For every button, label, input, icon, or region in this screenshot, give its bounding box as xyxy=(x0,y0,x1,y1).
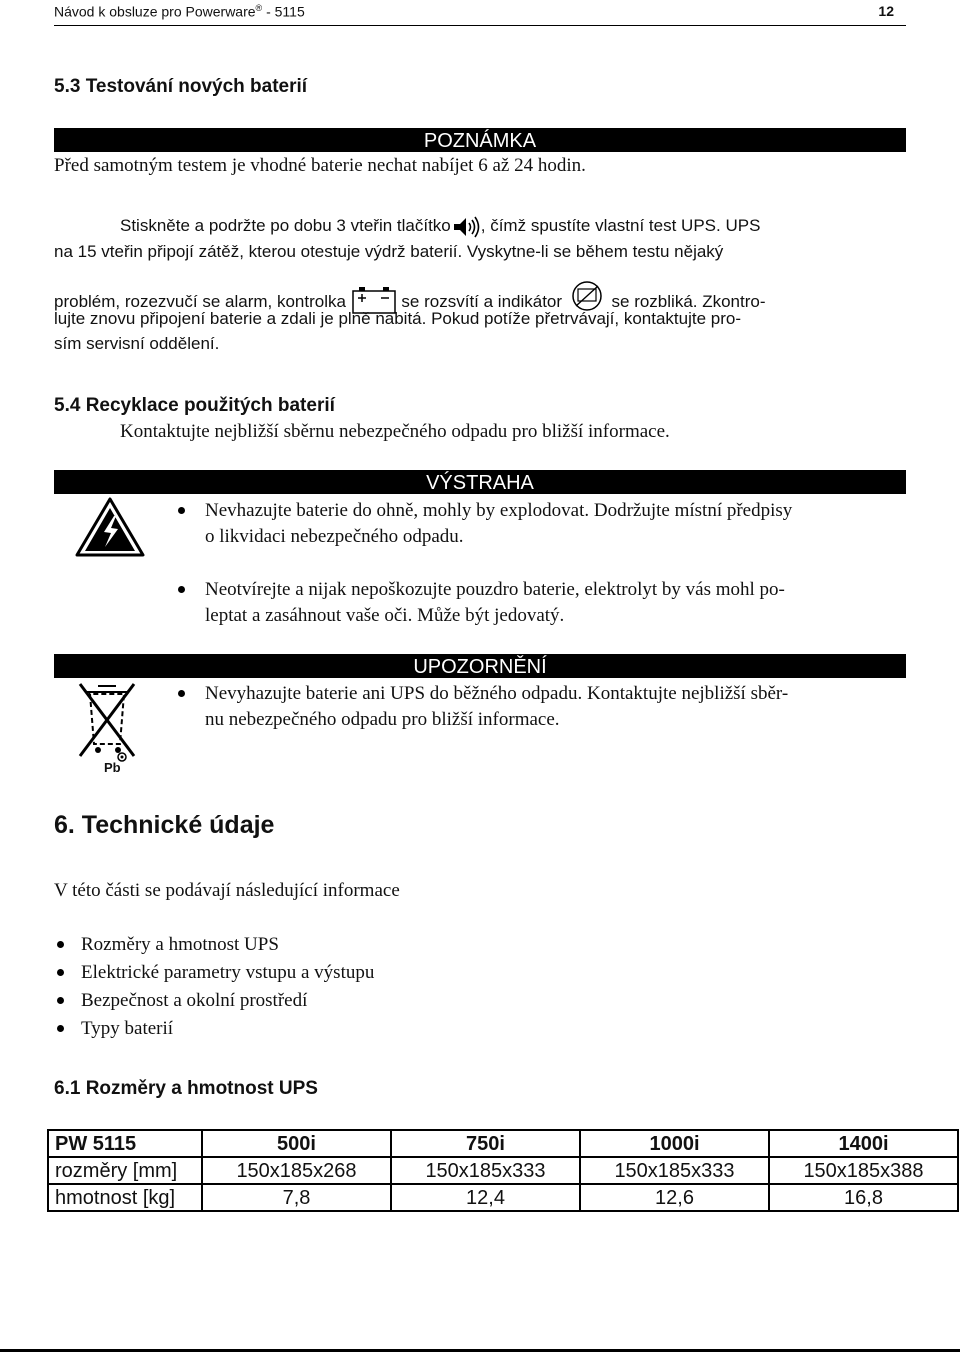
bullet xyxy=(57,969,64,976)
table-header-cell: 1000i xyxy=(580,1130,769,1157)
table-cell: 150x185x388 xyxy=(769,1157,958,1184)
test-para-line2: na 15 vteřin připojí zátěž, kterou otestuje výdrž baterií. Vyskytne-li se během testu nějaký xyxy=(54,242,724,261)
caution-line1: Nevyhazujte baterie ani UPS do běžného odpadu. Kontaktujte nejbližší sběr- xyxy=(205,683,789,704)
high-voltage-warning-icon xyxy=(74,496,146,563)
section-5-4-title: 5.4 Recyklace použitých baterií xyxy=(54,395,335,416)
page-header xyxy=(54,0,906,26)
test-para-line1: Stiskněte a podržte po dobu 3 vteřin tlačítko , čímž spustíte vlastní test UPS. UPS xyxy=(120,213,760,239)
warning-1-line1: Nevhazujte baterie do ohně, mohly by explodovat. Dodržujte místní předpisy xyxy=(205,500,793,521)
page-bottom-rule xyxy=(0,1349,960,1352)
table-cell: rozměry [mm] xyxy=(48,1157,202,1184)
table-header-cell: PW 5115 xyxy=(48,1130,202,1157)
warning-2-line1: Neotvírejte a nijak nepoškozujte pouzdro baterie, elektrolyt by vás mohl po- xyxy=(205,579,785,600)
warning-2-line2: leptat a zasáhnout vaše oči. Může být jedovatý. xyxy=(205,605,565,626)
test-para-line4: lujte znovu připojení baterie a zdali je plně nabitá. Pokud potíže přetrvávají, kontaktujte pro- xyxy=(54,309,742,328)
section-5-3-title: 5.3 Testování nových baterií xyxy=(54,76,308,97)
recycle-text: Kontaktujte nejbližší sběrnu nebezpečného odpadu pro bližší informace. xyxy=(120,421,670,442)
table-cell: 7,8 xyxy=(202,1184,391,1211)
crossed-out-bin-icon xyxy=(76,680,138,778)
table-cell: 150x185x268 xyxy=(202,1157,391,1184)
section-6-1-title: 6.1 Rozměry a hmotnost UPS xyxy=(54,1078,318,1099)
bullet xyxy=(57,941,64,948)
bullet xyxy=(178,586,185,593)
dimensions-table xyxy=(47,1129,959,1212)
caution-line2: nu nebezpečného odpadu pro bližší informace. xyxy=(205,709,560,730)
table-header-cell: 1400i xyxy=(769,1130,958,1157)
table-cell: 12,4 xyxy=(391,1184,580,1211)
list-item: Elektrické parametry vstupu a výstupu xyxy=(81,962,375,983)
list-item: Typy baterií xyxy=(81,1018,174,1039)
bullet xyxy=(57,1025,64,1032)
table-cell: 150x185x333 xyxy=(580,1157,769,1184)
test-para-line5: sím servisní oddělení. xyxy=(54,334,220,353)
header-title: Návod k obsluze pro Powerware® - 5115 xyxy=(54,3,305,20)
note-text: Před samotným testem je vhodné baterie nechat nabíjet 6 až 24 hodin. xyxy=(54,155,586,176)
section-6-title: 6. Technické údaje xyxy=(54,811,275,839)
section-6-intro: V této části se podávají následující informace xyxy=(54,880,400,901)
bullet xyxy=(178,690,185,697)
warning-1-line2: o likvidaci nebezpečného odpadu. xyxy=(205,526,464,547)
list-item: Rozměry a hmotnost UPS xyxy=(81,934,279,955)
table-row xyxy=(48,1184,958,1211)
bullet xyxy=(178,507,185,514)
caution-bar: UPOZORNĚNÍ xyxy=(54,654,906,678)
table-cell: 150x185x333 xyxy=(391,1157,580,1184)
warning-bar: VÝSTRAHA xyxy=(54,470,906,494)
list-item: Bezpečnost a okolní prostředí xyxy=(81,990,308,1011)
table-cell: 16,8 xyxy=(769,1184,958,1211)
note-bar: POZNÁMKA xyxy=(54,128,906,152)
table-header-row xyxy=(48,1130,958,1157)
table-header-cell: 750i xyxy=(391,1130,580,1157)
pb-label: Pb xyxy=(104,760,121,775)
speaker-icon xyxy=(451,215,481,239)
table-cell: hmotnost [kg] xyxy=(48,1184,202,1211)
test-para-line3: problém, rozezvučí se alarm, kontrolka se rozsvítí a indikátor se rozbliká. Zkontro- xyxy=(54,279,766,315)
page-number: 12 xyxy=(878,3,894,19)
bullet xyxy=(57,997,64,1004)
table-header-cell: 500i xyxy=(202,1130,391,1157)
table-cell: 12,6 xyxy=(580,1184,769,1211)
table-row xyxy=(48,1157,958,1184)
